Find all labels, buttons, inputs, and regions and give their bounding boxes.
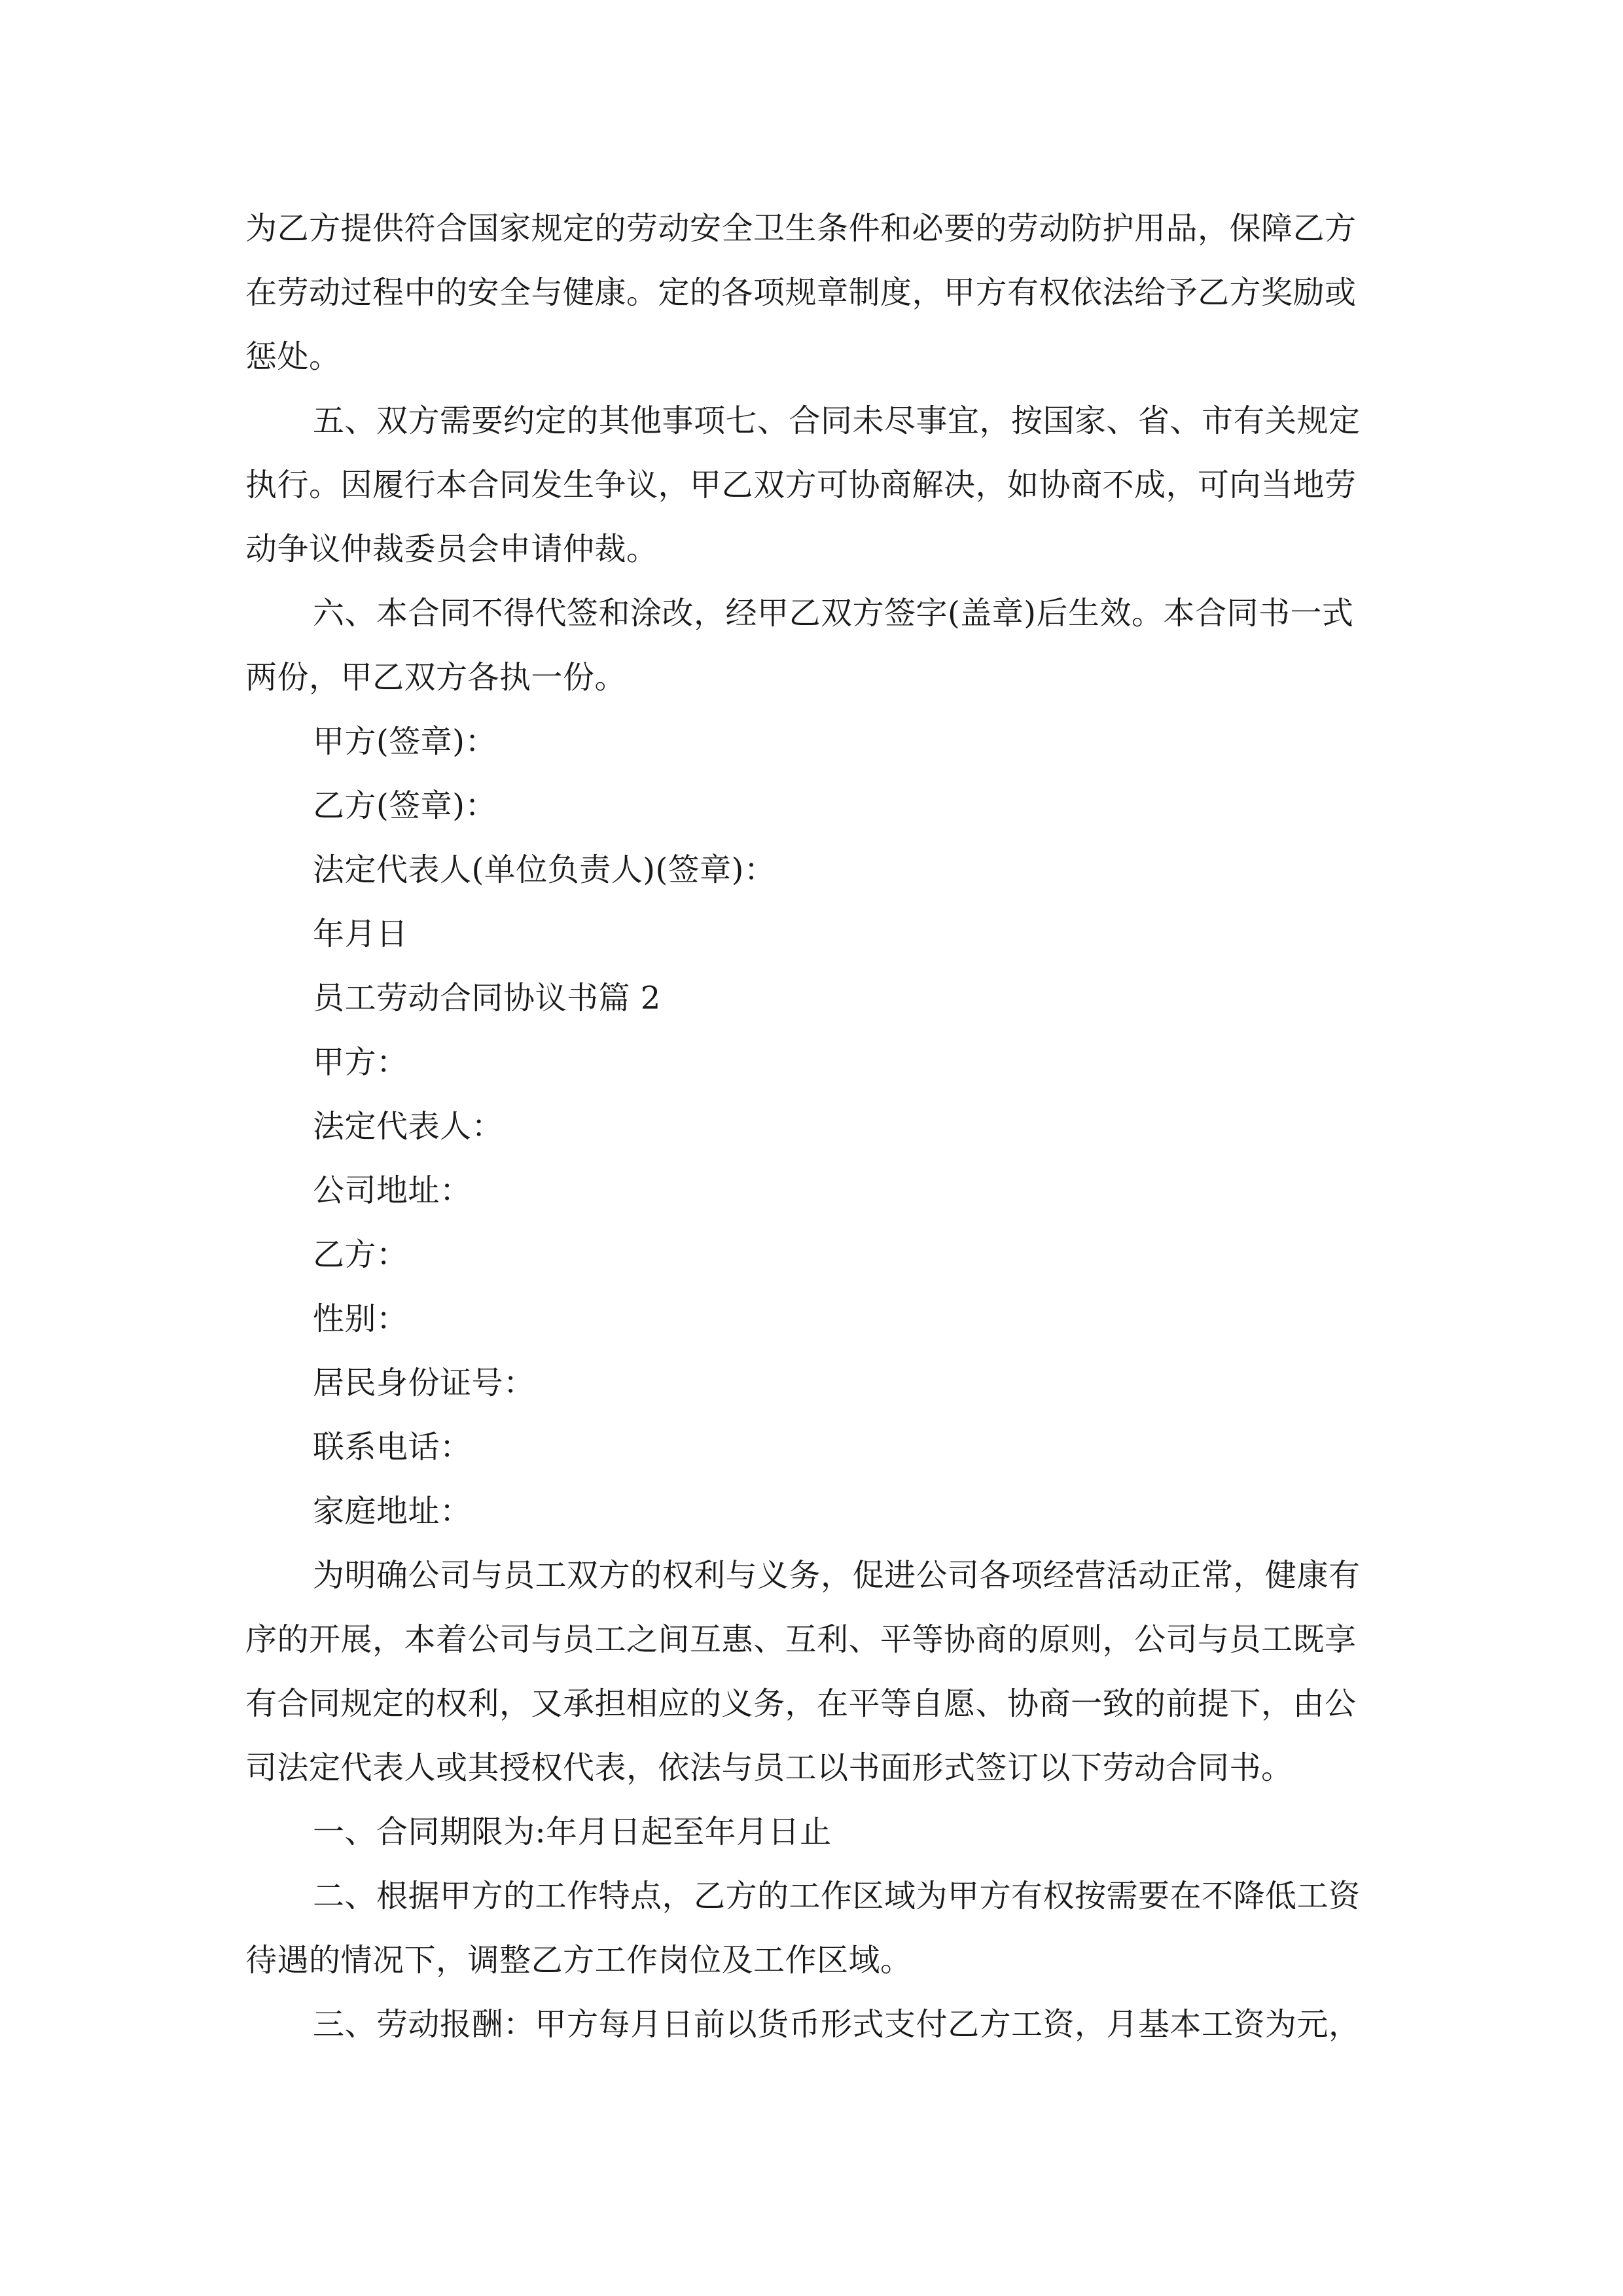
home-address-field: 家庭地址： (313, 1493, 472, 1530)
paragraph-line: 待遇的情况下，调整乙方工作岗位及工作区域。 (245, 1942, 912, 1979)
clause-three: 三、劳动报酬：甲方每月日前以货币形式支付乙方工资，月基本工资为元， (313, 2006, 1361, 2043)
paragraph-line: 惩处。 (245, 338, 341, 375)
clause-six: 六、本合同不得代签和涂改，经甲乙双方签字(盖章)后生效。本合同书一式 (313, 595, 1354, 632)
document-body (245, 196, 1381, 2056)
party-a-field: 甲方： (313, 1044, 408, 1081)
party-b-field: 乙方： (313, 1236, 408, 1273)
preamble-line: 司法定代表人或其授权代表，依法与员工以书面形式签订以下劳动合同书。 (245, 1749, 1293, 1786)
party-b-signature: 乙方(签章)： (313, 787, 497, 824)
id-number-field: 居民身份证号： (313, 1365, 535, 1401)
preamble-line: 为明确公司与员工双方的权利与义务，促进公司各项经营活动正常，健康有 (313, 1557, 1361, 1594)
clause-two: 二、根据甲方的工作特点，乙方的工作区域为甲方有权按需要在不降低工资 (313, 1878, 1361, 1914)
legal-rep-signature: 法定代表人(单位负责人)(签章)： (313, 852, 776, 888)
legal-rep-field: 法定代表人： (313, 1108, 504, 1145)
preamble-line: 有合同规定的权利，又承担相应的义务，在平等自愿、协商一致的前提下，由公 (245, 1685, 1357, 1722)
section-title: 员工劳动合同协议书篇 2 (313, 980, 661, 1016)
company-address-field: 公司地址： (313, 1172, 472, 1209)
clause-one: 一、合同期限为:年月日起至年月日止 (313, 1814, 832, 1850)
paragraph-line: 执行。因履行本合同发生争议，甲乙双方可协商解决，如协商不成，可向当地劳 (245, 467, 1357, 503)
gender-field: 性别： (313, 1300, 408, 1337)
paragraph-line: 在劳动过程中的安全与健康。定的各项规章制度，甲方有权依法给予乙方奖励或 (245, 274, 1357, 311)
party-a-signature: 甲方(签章)： (313, 723, 497, 760)
paragraph-line: 两份，甲乙双方各执一份。 (245, 659, 627, 696)
clause-five: 五、双方需要约定的其他事项七、合同未尽事宜，按国家、省、市有关规定 (313, 403, 1361, 439)
paragraph-line: 动争议仲裁委员会申请仲裁。 (245, 531, 658, 567)
paragraph-line: 为乙方提供符合国家规定的劳动安全卫生条件和必要的劳动防护用品，保障乙方 (245, 210, 1357, 247)
preamble-line: 序的开展，本着公司与员工之间互惠、互利、平等协商的原则，公司与员工既享 (245, 1621, 1357, 1658)
phone-field: 联系电话： (313, 1429, 472, 1465)
signature-date: 年月日 (313, 916, 408, 952)
